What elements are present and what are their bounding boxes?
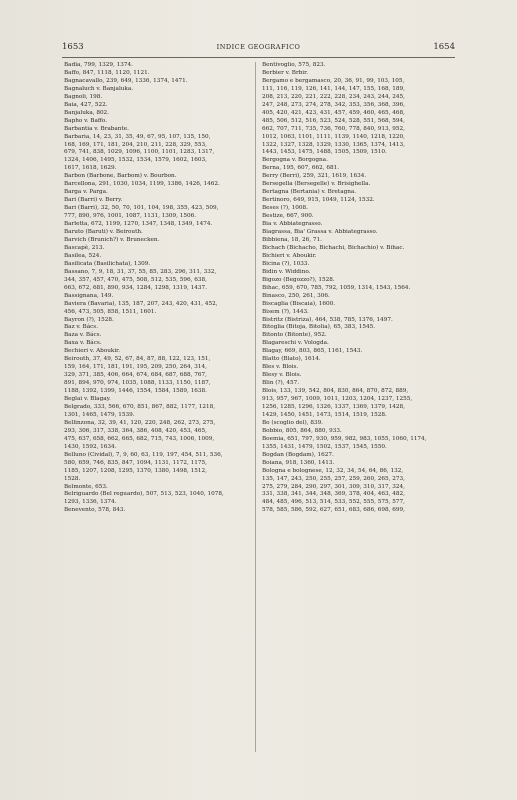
index-entry-line: 679, 741, 838, 1029, 1096, 1100, 1101, 1283, 1317, (64, 149, 215, 156)
index-entry (262, 269, 458, 277)
index-entry-line: Bestize, 667, 900. (262, 213, 314, 220)
index-column-right (262, 62, 458, 515)
index-entry (262, 340, 458, 348)
index-entry (64, 356, 250, 396)
index-entry (262, 229, 458, 237)
index-entry-line: 1301, 1465, 1479, 1539. (64, 411, 135, 418)
index-entry (64, 491, 250, 507)
index-entry (262, 372, 458, 380)
index-entry-line: 475, 637, 658, 662, 665, 682, 715, 743, 1006, 1009, (64, 435, 215, 442)
index-entry (64, 205, 250, 221)
index-entry-line: 456, 473, 505, 858, 1511, 1601. (64, 308, 157, 315)
index-entry-line: Bitoglia (Bitoja, Bitolia), 65, 383, 1545. (262, 324, 376, 331)
index-entry-line: Bistritz (Bistriza), 464, 538, 785, 1376, 1497. (262, 316, 393, 323)
index-entry-line: Bitonto (Bitonte), 952. (262, 332, 327, 339)
index-entry-line: 777, 890, 976, 1001, 1087, 1131, 1309, 1506. (64, 213, 197, 220)
index-entry-line: Belgrado, 333, 566, 670, 851, 867, 882, 1177, 1218, (64, 403, 215, 410)
index-entry-line: Basilicata (Basilichata), 1309. (64, 260, 151, 267)
page-number-left: 1653 (62, 42, 84, 52)
index-entry-line: Barbaria, 14, 23, 31, 35, 49, 67, 95, 107, 135, 150, (64, 133, 211, 140)
index-entry-line: Baz v. Bács. (64, 324, 99, 331)
index-entry (64, 420, 250, 452)
index-entry-line: Bichieri v. Aboukir. (262, 252, 317, 259)
index-entry-line: Bichach (Bichacho, Bichachi, Bichachio) v. Bihac. (262, 244, 405, 251)
index-entry-line: Bari (Barri), 32, 50, 70, 101, 104, 198, 355, 423, 509, (64, 205, 219, 212)
index-entry (262, 388, 458, 420)
index-entry-line: Bihac, 659, 670, 785, 792, 1059, 1314, 1543, 1564. (262, 284, 411, 291)
index-entry (262, 301, 458, 309)
index-entry-line: 1443, 1453, 1475, 1488, 1505, 1509, 1510. (262, 149, 387, 156)
index-entry-line: 159, 164, 171, 181, 191, 195, 209, 250, 264, 314, (64, 364, 207, 371)
index-entry-line: 891, 894, 970, 974, 1035, 1088, 1133, 1150, 1187, (64, 380, 211, 387)
index-entry-line: 1185, 1207, 1208, 1295, 1370, 1380, 1498, 1512, (64, 467, 207, 474)
index-entry-line: 913, 957, 967, 1009, 1011, 1203, 1204, 1237, 1255, (262, 396, 413, 403)
index-entry-line: 1293, 1336, 1374. (64, 499, 117, 506)
index-entry (262, 237, 458, 245)
index-entry-line: 405, 420, 421, 423, 431, 457, 459, 460, 465, 468, (262, 109, 405, 116)
index-entry (64, 253, 250, 261)
index-entry-line: 344, 357, 457, 470, 475, 508, 512, 535, 596, 638, (64, 276, 207, 283)
index-entry-line: 1355, 1431, 1479, 1502, 1537, 1545, 1550. (262, 443, 387, 450)
index-entry-line: 580, 659, 746, 835, 847, 1094, 1131, 1172, 1175, (64, 459, 207, 466)
index-entry-line: 331, 338, 341, 344, 348, 369, 378, 404, 463, 482, (262, 491, 405, 498)
index-entry (64, 348, 250, 356)
index-entry (262, 460, 458, 468)
index-entry-line: 208, 213, 220, 221, 222, 228, 234, 243, 244, 245, (262, 93, 405, 100)
index-entry (262, 364, 458, 372)
index-entry (262, 436, 458, 452)
index-entry-line: 1324, 1406, 1495, 1532, 1534, 1579, 1602, 1603, (64, 157, 207, 164)
index-entry-line: Benevento, 578, 843. (64, 507, 126, 514)
index-entry-line: 484, 485, 496, 513, 514, 533, 552, 555, 575, 577, (262, 499, 405, 506)
index-entry (64, 507, 250, 515)
index-entry (64, 269, 250, 293)
index-entry-line: Bigozo (Begozzo?), 1528. (262, 276, 335, 283)
index-column-left (64, 62, 250, 515)
index-entry (64, 62, 250, 70)
index-entry-line: Bechieri v. Aboukir. (64, 348, 121, 355)
index-entry-line: Baviera (Bavaria), 135, 187, 207, 243, 420, 431, 452, (64, 300, 218, 307)
index-entry (262, 428, 458, 436)
index-entry-line: Blatto (Blato), 1614. (262, 356, 321, 363)
index-entry (64, 126, 250, 134)
index-entry (262, 205, 458, 213)
index-entry (262, 253, 458, 261)
index-entry (262, 189, 458, 197)
index-entry-line: Belluno (Cividal), 7, 9, 60, 63, 119, 197, 454, 511, 536, (64, 451, 223, 458)
index-entry-line: Bellinzona, 32, 39, 41, 120, 220, 248, 262, 273, 275, (64, 419, 216, 426)
index-entry (262, 356, 458, 364)
index-entry-line: 1012, 1063, 1101, 1111, 1139, 1140, 1218, 1220, (262, 133, 405, 140)
index-entry-line: Boiana, 918, 1360, 1413. (262, 459, 335, 466)
index-entry-line: 329, 371, 385, 406, 664, 674, 684, 687, 688, 767, (64, 372, 207, 379)
index-entry (64, 102, 250, 110)
index-entry-line: Berry (Berri), 259, 321, 1619, 1634. (262, 173, 367, 180)
index-entry-line: 1617, 1618, 1629. (64, 165, 117, 172)
index-entry (64, 404, 250, 420)
index-entry-line: Bles v. Blois. (262, 364, 299, 371)
index-entry (64, 197, 250, 205)
index-entry-line: 485, 506, 512, 516, 523, 524, 528, 551, 568, 594, (262, 117, 405, 124)
index-entry (64, 78, 250, 86)
index-entry-line: Banjaluka, 802. (64, 109, 109, 116)
index-entry-line: Blois, 133, 139, 542, 804, 830, 864, 870, 872, 889, (262, 388, 409, 395)
index-entry-line: 1429, 1450, 1451, 1473, 1514, 1519, 1528. (262, 411, 387, 418)
index-entry-line: 135, 147, 243, 250, 255, 257, 259, 260, 265, 273, (262, 475, 405, 482)
index-entry (64, 340, 250, 348)
index-entry (262, 285, 458, 293)
index-entry-line: Bia v. Abbiategrasso. (262, 221, 323, 228)
index-entry-line: 1188, 1392, 1399, 1446, 1554, 1584, 1589, 1638. (64, 388, 207, 395)
index-entry-line: Beses (?), 1008. (262, 205, 308, 212)
index-entry (64, 70, 250, 78)
index-entry (262, 62, 458, 70)
index-entry (262, 452, 458, 460)
index-entry-line: Bobbio, 805, 864, 880, 933. (262, 427, 342, 434)
index-entry (262, 468, 458, 516)
page-header (62, 42, 455, 56)
index-entry-line: Berna, 195, 607, 662, 681. (262, 165, 340, 172)
index-entry-line: Bari (Barri) v. Berry. (64, 197, 123, 204)
index-entry-line: Bergogna v. Borgogna. (262, 157, 328, 164)
index-entry-line: Bentivoglio, 575, 823. (262, 62, 326, 68)
index-entry-line: Berbier v. Brbir. (262, 69, 309, 76)
index-entry-line: Bassano, 7, 9, 18, 31, 37, 55, 85, 283, 296, 311, 332, (64, 268, 217, 275)
index-entry (64, 118, 250, 126)
index-entry-line: Bayron (?), 1528. (64, 316, 114, 323)
index-entry (64, 245, 250, 253)
index-entry (262, 157, 458, 165)
index-entry-line: Bidin v. Widdino. (262, 268, 311, 275)
running-title: INDICE GEOGRAFICO (216, 43, 301, 51)
index-entry (262, 332, 458, 340)
index-entry (262, 78, 458, 158)
index-entry-line: 663, 672, 681, 890, 934, 1284, 1298, 1319, 1437. (64, 284, 207, 291)
index-entry (262, 213, 458, 221)
index-entry (262, 245, 458, 253)
index-entry (64, 293, 250, 301)
index-entry-line: Blin (?), 457. (262, 380, 300, 387)
index-entry (262, 380, 458, 388)
index-entry (64, 134, 250, 174)
index-entry-line: 1528. (64, 475, 81, 482)
index-entry-line: 1430, 1592, 1634. (64, 443, 117, 450)
index-entry-line: Barga v. Parga. (64, 189, 108, 196)
index-entry (262, 309, 458, 317)
index-entry (262, 70, 458, 78)
index-entry-line: 1256, 1285, 1296, 1326, 1337, 1369, 1379, 1428, (262, 403, 405, 410)
index-entry-line: Blagay, 669, 803, 865, 1161, 1543. (262, 348, 363, 355)
index-entry-line: Bibbiena, 18, 26, 71. (262, 236, 322, 243)
index-entry-line: 111, 116, 119, 126, 141, 144, 147, 155, 168, 189, (262, 85, 405, 92)
index-entry (262, 277, 458, 285)
index-entry-line: Bertinoro, 649, 915, 1049, 1124, 1532. (262, 197, 375, 204)
index-entry-line: Bascapè, 213. (64, 244, 105, 251)
column-divider (255, 62, 256, 752)
index-entry (64, 301, 250, 317)
index-entry-line: Biscaglia (Biscaia), 1600. (262, 300, 336, 307)
index-entry (262, 221, 458, 229)
index-entry-line: 293, 306, 317, 338, 364, 386, 408, 420, 453, 465, (64, 427, 207, 434)
index-entry-line: Baruto (Baruti) v. Beirouth. (64, 229, 143, 236)
index-entry-line: Baza v. Bács. (64, 332, 102, 339)
index-entry-line: 1322, 1327, 1328, 1329, 1330, 1365, 1374, 1413, (262, 141, 405, 148)
index-entry-line: Bagnaluch v. Banjaluka. (64, 85, 134, 92)
index-entry (262, 261, 458, 269)
index-entry-line: 578, 585, 586, 592, 627, 651, 683, 686, 698, 699, (262, 507, 405, 514)
index-entry (64, 452, 250, 484)
index-entry (64, 173, 250, 181)
index-entry-line: Bassignana, 149. (64, 292, 114, 299)
index-entry-line: 168, 169, 171, 181, 204, 210, 211, 228, 329, 553, (64, 141, 207, 148)
index-entry (64, 110, 250, 118)
index-entry-line: Bicina (?), 1033. (262, 260, 310, 267)
index-entry (64, 86, 250, 94)
index-entry-line: 662, 707, 711, 735, 736, 760, 778, 840, 913, 952, (262, 125, 405, 132)
index-entry-line: Boemia, 651, 797, 930, 959, 982, 983, 1055, 1060, 1174, (262, 435, 427, 442)
index-entry-line: Bo (scoglio del), 839. (262, 419, 323, 426)
index-entry (64, 189, 250, 197)
index-entry (64, 237, 250, 245)
index-entry-line: Barcellona, 291, 1030, 1034, 1199, 1386, 1426, 1462. (64, 181, 220, 188)
index-entry-line: Bogdan (Bogdam), 1627. (262, 451, 334, 458)
index-entry-line: Barbon (Barbone, Barbom) v. Bourbon. (64, 173, 177, 180)
index-entry (262, 420, 458, 428)
index-entry-line: Barletta, 672, 1199, 1270, 1347, 1348, 1349, 1474. (64, 221, 213, 228)
index-entry (64, 229, 250, 237)
header-rule (62, 57, 455, 58)
index-entry-line: Belmonte, 653. (64, 483, 108, 490)
index-entry-line: Bergamo e bergamasco, 20, 36, 91, 99, 103, 105, (262, 77, 405, 84)
index-entry (64, 181, 250, 189)
index-entry-line: Baia, 427, 522. (64, 101, 108, 108)
index-entry-line: Bertagna (Bertania) v. Bretagna. (262, 189, 357, 196)
index-entry-line: Bologna e bolognese, 12, 32, 34, 54, 64, 86, 132, (262, 467, 404, 474)
index-entry-line: Bisem (?), 1443. (262, 308, 309, 315)
index-entry-line: Blesy v. Blois. (262, 372, 302, 379)
index-entry (64, 396, 250, 404)
index-entry (64, 94, 250, 102)
index-entry-line: Biagrassa, Bia' Grassa v. Abbiategrasso. (262, 229, 378, 236)
index-entry-line: Baffo, 847, 1118, 1120, 1121. (64, 69, 150, 76)
index-entry (64, 221, 250, 229)
index-entry-line: Barbantia v. Brabante. (64, 125, 129, 132)
index-entry-line: Baxa v. Bács. (64, 340, 102, 347)
index-entry-line: Belriguardo (Bel reguardo), 507, 513, 523, 1040, 1078, (64, 491, 224, 498)
index-entry (262, 293, 458, 301)
index-entry-line: Barvich (Brunich?) v. Brunecken. (64, 236, 160, 243)
index-entry-line: Bapho v. Baffo. (64, 117, 108, 124)
index-entry (64, 261, 250, 269)
index-entry-line: Bersegella (Bersegelle) v. Brisighella. (262, 181, 371, 188)
index-entry-line: Bagnoli, 198. (64, 93, 103, 100)
index-entry-line: 275, 279, 284, 290, 297, 301, 309, 310, 317, 324, (262, 483, 405, 490)
index-entry-line: Binasco, 250, 261, 306. (262, 292, 330, 299)
index-entry-line: Basilea, 524. (64, 252, 102, 259)
index-entry-line: Bagnacavallo, 239, 649, 1336, 1374, 1471. (64, 77, 188, 84)
page-number-right: 1654 (433, 42, 455, 52)
index-entry-line: Badia, 799, 1329, 1374. (64, 62, 133, 68)
index-entry (262, 197, 458, 205)
index-entry-line: 247, 248, 273, 274, 278, 342, 353, 356, 368, 396, (262, 101, 405, 108)
index-entry-line: Blagareschi v. Vologda. (262, 340, 329, 347)
index-entry-line: Beglai v. Blagay. (64, 396, 111, 403)
index-entry-line: Beirouth, 37, 49, 52, 67, 84, 87, 88, 122, 123, 151, (64, 356, 211, 363)
